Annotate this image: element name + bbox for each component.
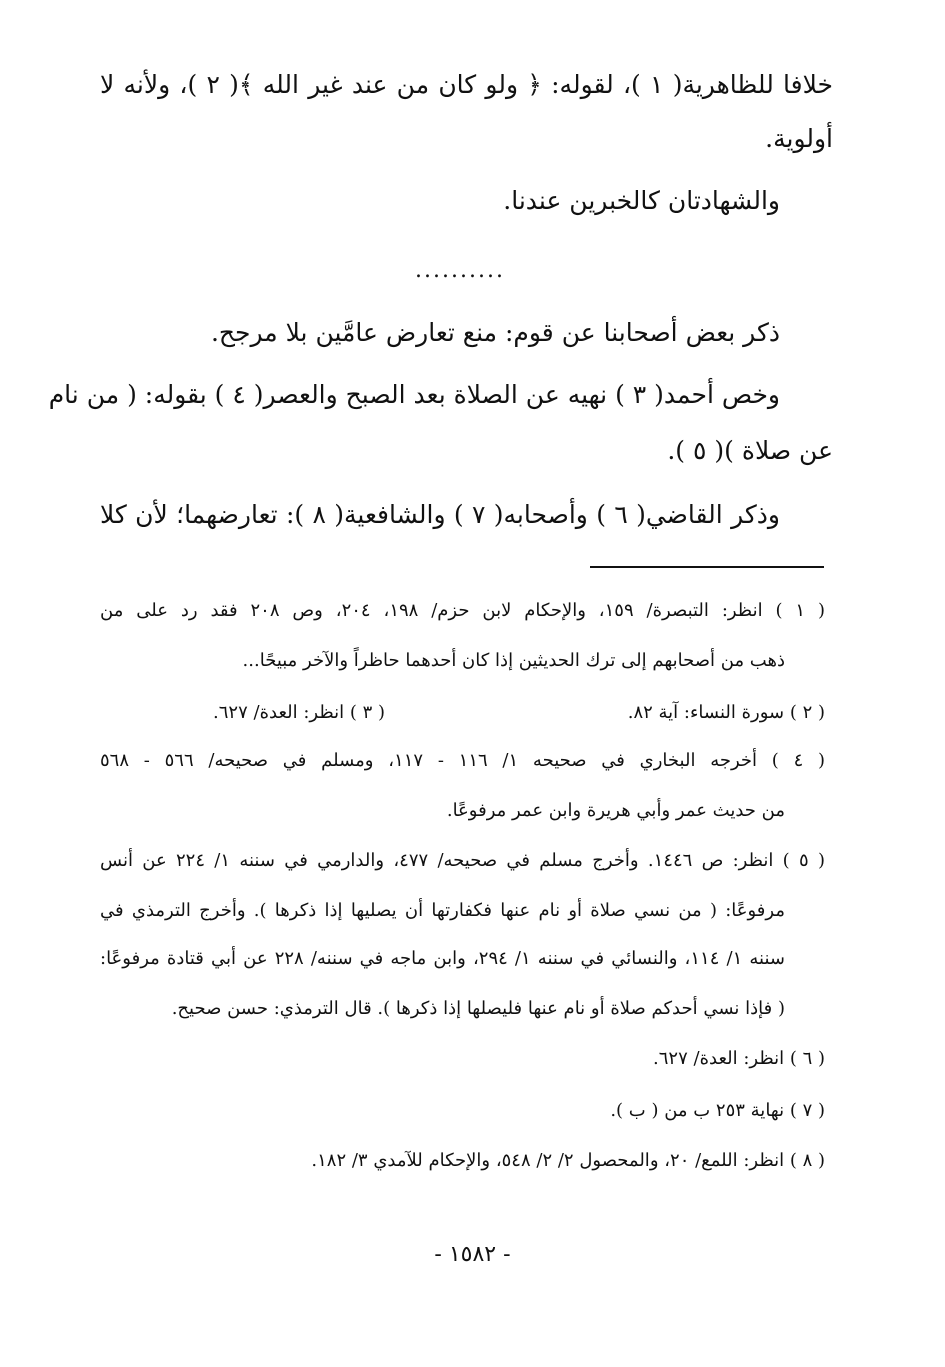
footnote-separator-rule bbox=[590, 566, 824, 568]
footnote-line-2: ذهب من أصحابهم إلى ترك الحديثين إذا كان أحدهما حاظراً والآخر مبيحًا... bbox=[242, 650, 785, 671]
body-line-5: وخص أحمد( ٣ ) نهيه عن الصلاة بعد الصبح والعصر( ٤ ) بقوله: ( من نام bbox=[48, 380, 780, 409]
footnote-line-8: مرفوعًا: ( من نسي صلاة أو نام عنها فكفارتها أن يصليها إذا ذكرها ). وأخرج الترمذي في bbox=[100, 900, 785, 921]
body-line-2: أولوية. bbox=[765, 124, 833, 153]
footnote-line-5: ( ٤ ) أخرجه البخاري في صحيحه ١/ ١١٦ - ١١٧، ومسلم في صحيحه/ ٥٦٦ - ٥٦٨ bbox=[100, 750, 826, 771]
footnote-line-6: من حديث عمر وأبي هريرة وابن عمر مرفوعًا. bbox=[446, 800, 785, 821]
body-line-1: خلافا للظاهرية( ١ )، لقوله: ﴿ ولو كان من عند غير الله ﴾( ٢ )، ولأنه لا bbox=[100, 70, 833, 99]
footnote-line-13: ( ٨ ) انظر: اللمع/ ٢٠، والمحصول ٢/ ٢/ ٥٤٨، والإحكام للآمدي ٣/ ١٨٢. bbox=[311, 1150, 825, 1171]
footnote-line-3: ( ٢ ) سورة النساء: آية ٨٢. bbox=[627, 702, 825, 723]
footnote-line-7: ( ٥ ) انظر: ص ١٤٤٦. وأخرج مسلم في صحيحه/ ٤٧٧، والدارمي في سننه ١/ ٢٢٤ عن أنس bbox=[100, 850, 825, 871]
footnote-line-1: ( ١ ) انظر: التبصرة/ ١٥٩، والإحكام لابن حزم/ ١٩٨، ٢٠٤، وص ٢٠٨ فقد رد على من bbox=[100, 600, 825, 621]
body-line-7: وذكر القاضي( ٦ ) وأصحابه( ٧ ) والشافعية( ٨ ): تعارضهما؛ لأن كلا bbox=[100, 500, 780, 529]
body-line-4: ذكر بعض أصحابنا عن قوم: منع تعارض عامَّين بلا مرجح. bbox=[210, 318, 780, 347]
footnote-line-12: ( ٧ ) نهاية ٢٥٣ ب من ( ب ). bbox=[610, 1100, 825, 1121]
page-number: - ١٥٨٢ - bbox=[434, 1242, 511, 1267]
body-line-3: والشهادتان كالخبرين عندنا. bbox=[503, 186, 780, 215]
footnote-line-4: ( ٣ ) انظر: العدة/ ٦٢٧. bbox=[213, 702, 385, 723]
footnote-line-9: سننه ١/ ١١٤، والنسائي في سننه ١/ ٢٩٤، وابن ماجه في سننه/ ٢٢٨ عن أبي قتادة مرفوعًا: bbox=[100, 948, 785, 969]
section-separator: .......... bbox=[415, 258, 505, 283]
body-line-6: عن صلاة )( ٥ ). bbox=[667, 436, 833, 465]
footnote-line-11: ( ٦ ) انظر: العدة/ ٦٢٧. bbox=[653, 1048, 825, 1069]
footnote-line-10: ( فإذا نسي أحدكم صلاة أو نام عنها فليصلها إذا ذكرها ). قال الترمذي: حسن صحيح. bbox=[171, 998, 785, 1019]
